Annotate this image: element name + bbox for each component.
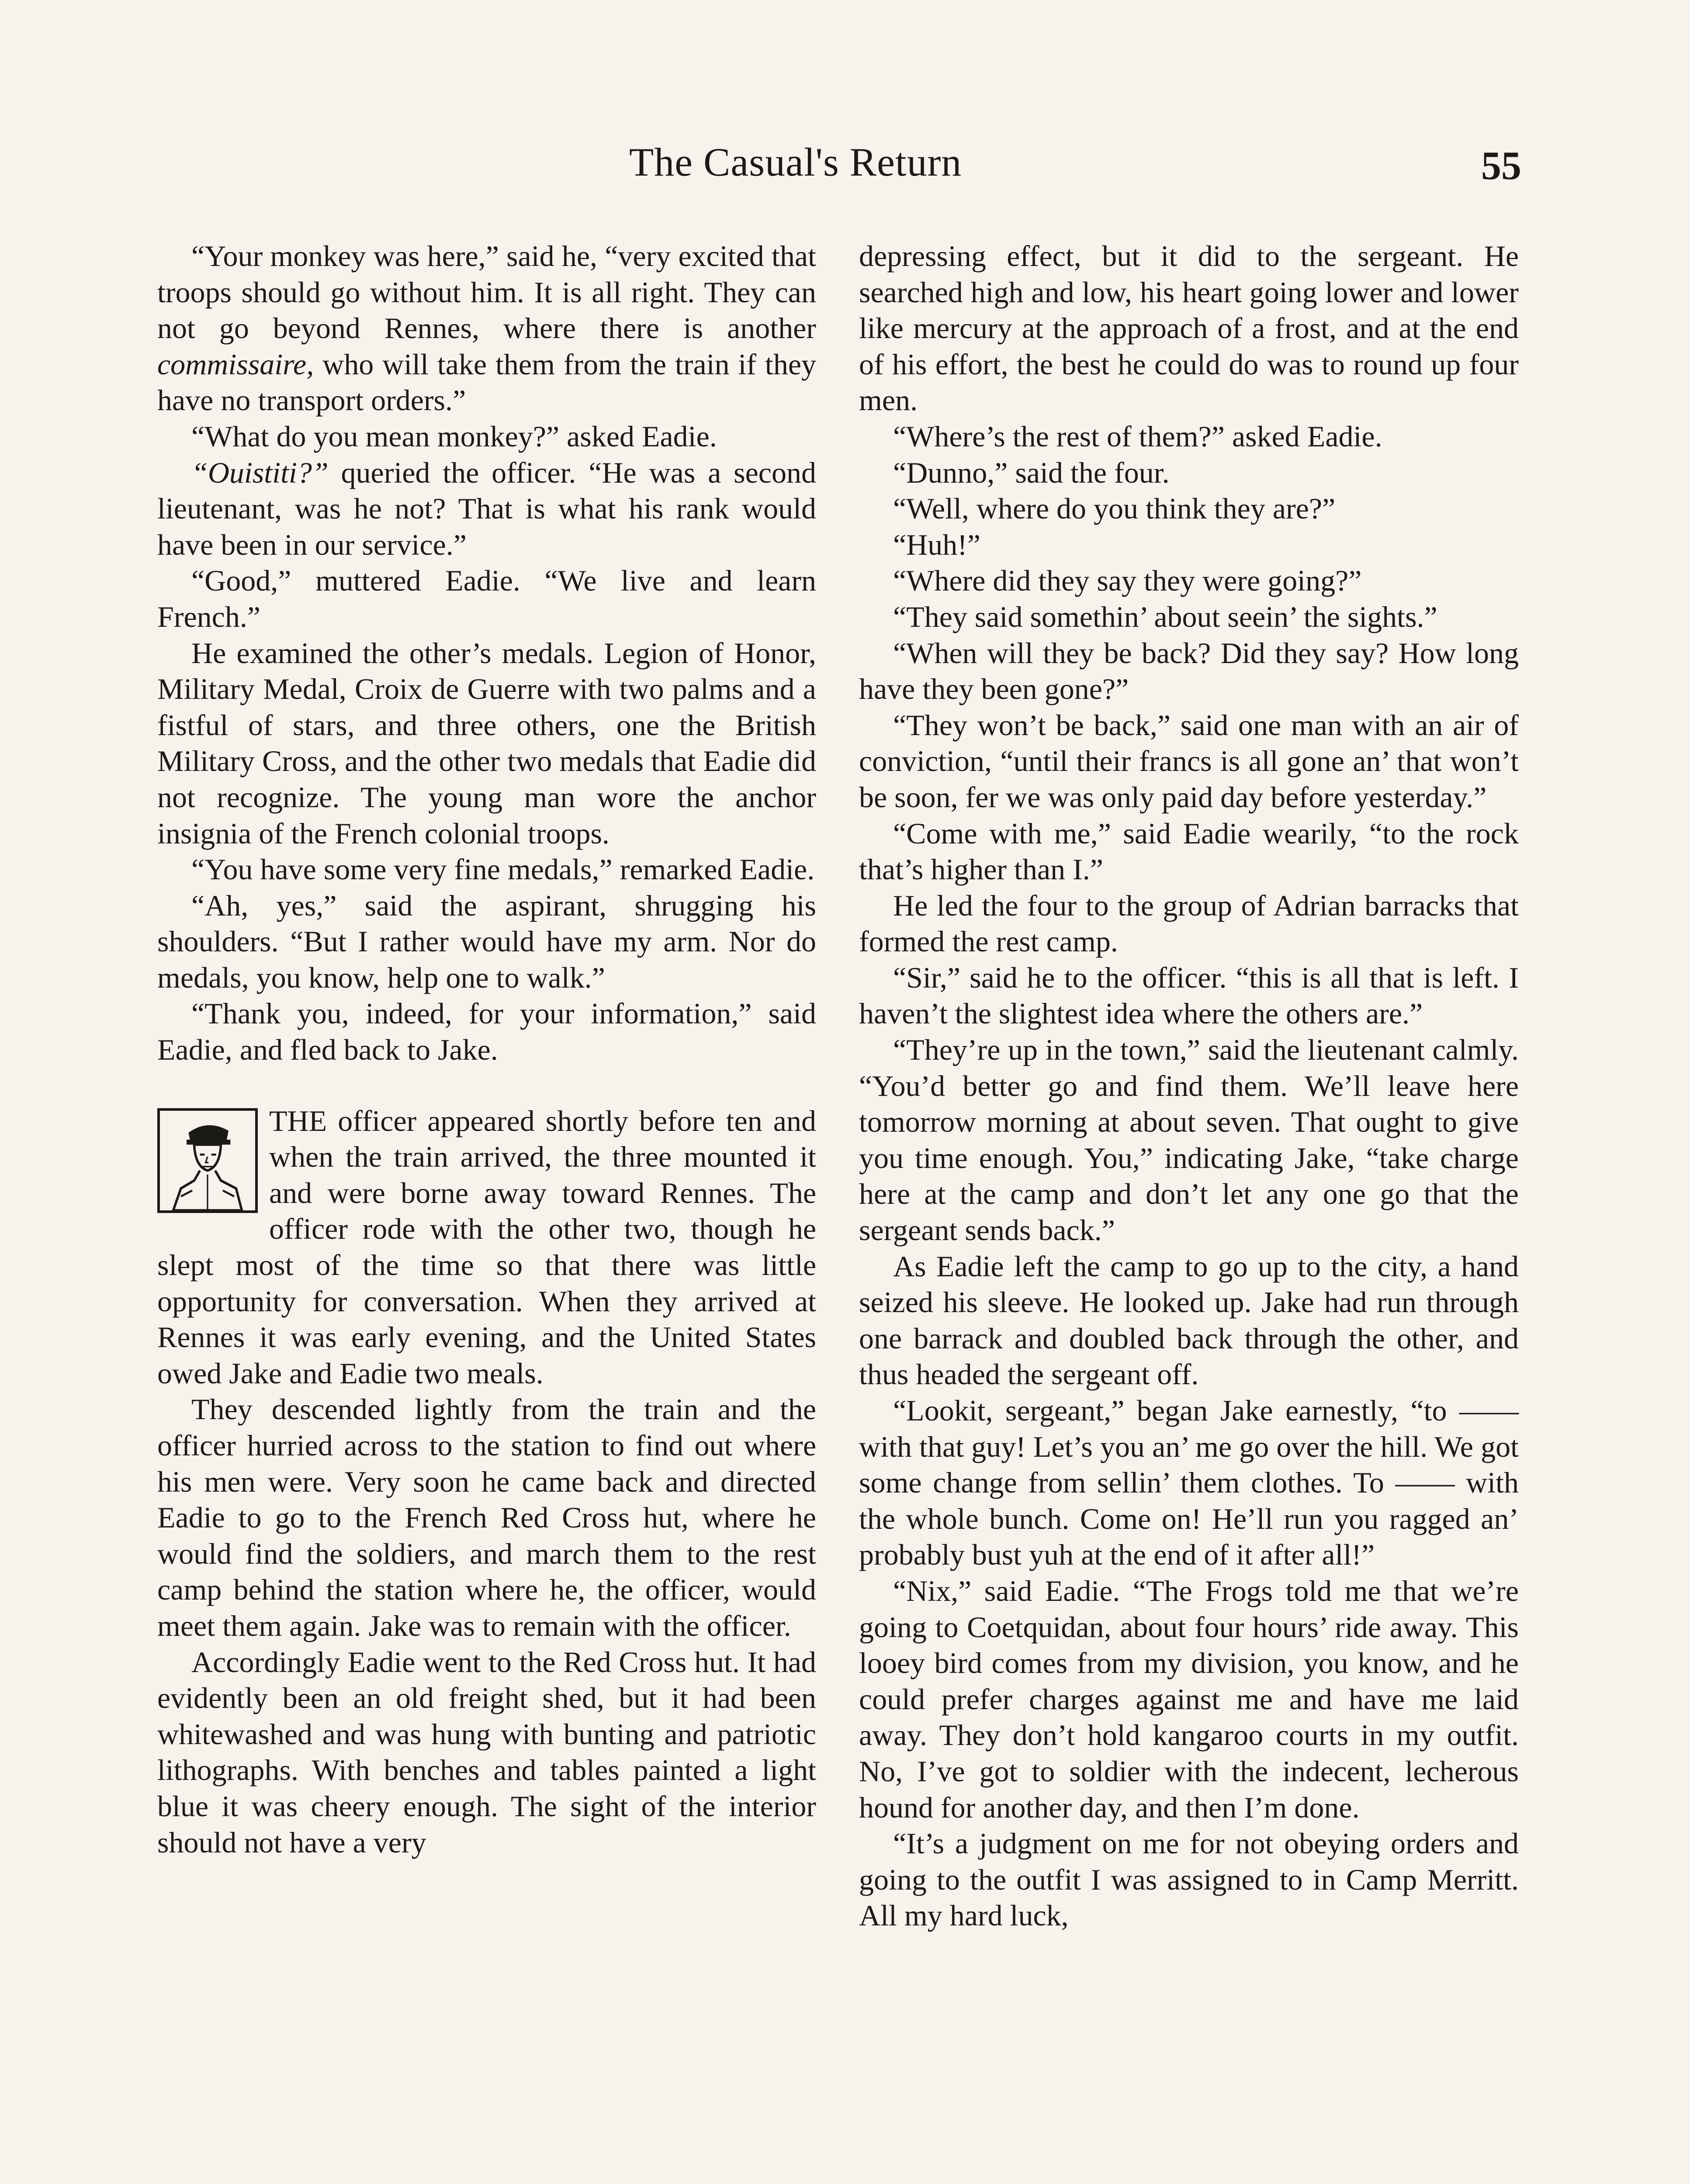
paragraph: “It’s a judgment on me for not obeying orders and going to the outfit I was assigned to in Camp Merritt. All my hard luck, <box>859 1827 1519 1932</box>
paragraph: “Ah, yes,” said the aspirant, shrugging his shoulders. “But I rather would have my arm. Nor do medals, you know, help one to walk.” <box>157 888 816 994</box>
right-column <box>859 238 1519 1934</box>
paragraph: “Huh!” <box>893 528 981 561</box>
paragraph: “Thank you, indeed, for your information,” said Eadie, and fled back to Jake. <box>157 997 816 1067</box>
paragraph: “Nix,” said Eadie. “The Frogs told me that we’re going to Coetquidan, about four hours’ ride away. This looey bird comes from my division, you know, and he could prefer charges against me and have me laid away. They don’t hold kangaroo courts in my outfit. No, I’ve got to soldier with the indecent, lecherous hound for another day, and then I’m done. <box>859 1574 1519 1824</box>
paragraph: “Sir,” said he to the officer. “this is all that is left. I haven’t the slightest idea where the others are.” <box>859 961 1519 1030</box>
running-title: The Casual's Return <box>629 140 962 184</box>
section-opening <box>157 1103 816 1392</box>
paragraph: “Dunno,” said the four. <box>893 456 1170 489</box>
paragraph: “Well, where do you think they are?” <box>893 492 1336 525</box>
paragraph: “Come with me,” said Eadie wearily, “to the rock that’s higher than I.” <box>859 816 1519 886</box>
paragraph: “They won’t be back,” said one man with an air of conviction, “until their francs is all gone an’ that won’t be soon, fer we was only paid day before yesterday.” <box>859 708 1519 814</box>
paragraph: He led the four to the group of Adrian barracks that formed the rest camp. <box>859 888 1519 958</box>
page-header <box>0 139 1690 204</box>
paragraph: “Where did they say they were going?” <box>893 564 1362 598</box>
paragraph: “Where’s the rest of them?” asked Eadie. <box>893 419 1382 453</box>
paragraph: THE officer appeared shortly before ten and when the train arrived, the three mounted it and were borne away toward Rennes. The officer rode with the other two, though he slept most of the time so that there was little opportunity for conversation. When they arrived at Rennes it was early evening, and the United States owed Jake and Eadie two meals. <box>157 1104 816 1390</box>
paragraph: He examined the other’s medals. Legion of Honor, Military Medal, Croix de Guerre with two palms and a fistful of stars, and three others, one the British Military Cross, and the other two medals that Eadie did not recognize. The young man wore the anchor insignia of the French colonial troops. <box>157 636 816 850</box>
soldier-portrait-icon <box>157 1108 258 1213</box>
paragraph: depressing effect, but it did to the sergeant. He searched high and low, his heart going lower and lower like mercury at the approach of a frost, and at the end of his effort, the best he could do was to round up four men. <box>859 239 1519 417</box>
paragraph: As Eadie left the camp to go up to the city, a hand seized his sleeve. He looked up. Jake had run through one barrack and doubled back through the other, and thus headed the sergeant off. <box>859 1249 1519 1391</box>
paragraph: They descended lightly from the train and the officer hurried across to the station to find out where his men were. Very soon he came back and directed Eadie to go to the French Red Cross hut, where he would find the soldiers, and march them to the rest camp behind the station where he, the officer, would meet them again. Jake was to remain with the officer. <box>157 1393 816 1642</box>
paragraph: “Good,” muttered Eadie. “We live and learn French.” <box>157 564 816 633</box>
paragraph: “What do you mean monkey?” asked Eadie. <box>191 419 717 453</box>
left-column <box>157 238 816 1860</box>
paragraph: Accordingly Eadie went to the Red Cross hut. It had evidently been an old freight shed, but it had been whitewashed and was hung with bunting and patriotic lithographs. With benches and tables painted a light blue it was cheery enough. The sight of the interior should not have a very <box>157 1645 816 1859</box>
paragraph: “You have some very fine medals,” remarked Eadie. <box>191 853 815 886</box>
paragraph: “Ouistiti?” queried the officer. “He was a second lieutenant, was he not? That is what his rank would have been in our service.” <box>157 456 816 561</box>
paragraph: “They’re up in the town,” said the lieutenant calmly. “You’d better go and find them. We’ll leave here tomorrow morning at about seven. That ought to give you time enough. You,” indicating Jake, “take charge here at the camp and don’t let any one go that the sergeant sends back.” <box>859 1033 1519 1247</box>
paragraph: “Lookit, sergeant,” began Jake earnestly, “to —— with that guy! Let’s you an’ me go over the hill. We got some change from sellin’ them clothes. To —— with the whole bunch. Come on! He’ll run you ragged an’ probably bust yuh at the end of it after all!” <box>859 1394 1519 1572</box>
page-number: 55 <box>1481 143 1521 188</box>
paragraph: “When will they be back? Did they say? How long have they been gone?” <box>859 636 1519 706</box>
paragraph: “They said somethin’ about seein’ the sights.” <box>893 600 1437 633</box>
paragraph: “Your monkey was here,” said he, “very excited that troops should go without him. It is all right. They can not go beyond Rennes, where there is another commissaire, who will take them from the train if they have no transport orders.” <box>157 239 816 417</box>
